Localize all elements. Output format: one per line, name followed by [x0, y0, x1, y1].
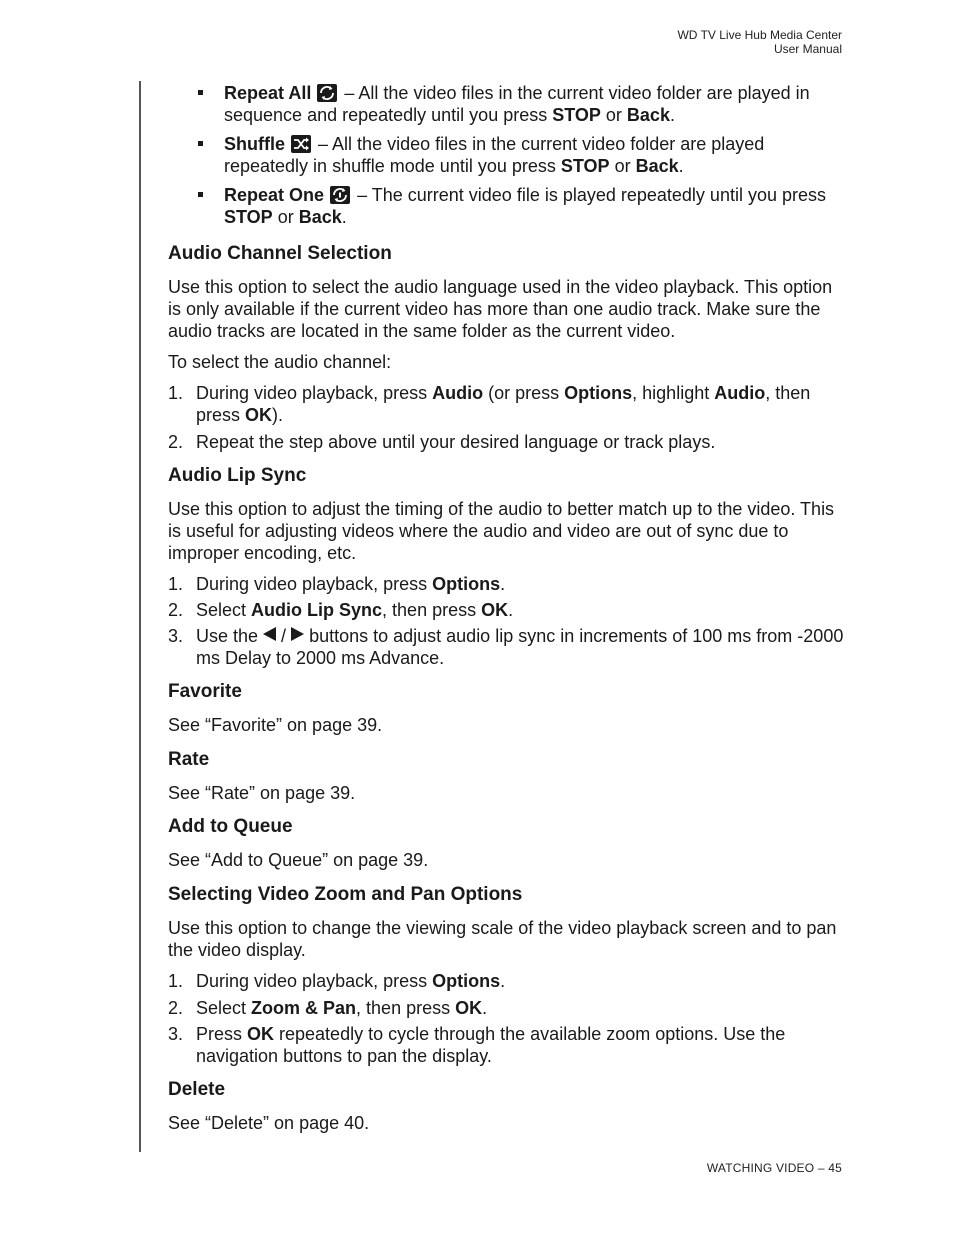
heading-lip-sync: Audio Lip Sync — [168, 465, 307, 486]
heading-audio-channel: Audio Channel Selection — [168, 243, 392, 264]
heading-delete: Delete — [168, 1079, 226, 1100]
list-item: 1. During video playback, press Audio (or press Options, highlight Audio, then press OK). — [168, 383, 811, 425]
heading-favorite: Favorite — [168, 681, 242, 702]
header-product: WD TV Live Hub Media Center — [677, 28, 842, 42]
ref-rate: See “Rate” on page 39. — [168, 783, 356, 803]
shuffle-icon — [291, 135, 311, 153]
steps-lip-sync — [168, 573, 844, 669]
page-content — [168, 82, 844, 1134]
list-item: 2. Select Zoom & Pan, then press OK. — [168, 998, 488, 1018]
left-margin-rule — [139, 81, 141, 1152]
para-lip-sync: Use this option to adjust the timing of the audio to better match up to the video. This is useful for adjusting videos where the audio and video are out of sync due to improper encoding, etc. — [168, 499, 835, 563]
running-footer — [707, 1161, 842, 1175]
page-number: – 45 — [817, 1161, 842, 1175]
steps-audio-channel — [168, 382, 844, 453]
list-item: Repeat All – All the video files in the current video folder are played in sequence and repeatedly until you press STOP or Back. — [168, 82, 844, 126]
repeat-mode-list — [168, 82, 844, 228]
header-doc-type: User Manual — [773, 42, 842, 56]
list-item: 2. Select Audio Lip Sync, then press OK. — [168, 600, 514, 620]
term-shuffle: Shuffle — [224, 134, 285, 154]
heading-add-to-queue: Add to Queue — [168, 816, 293, 837]
list-item: Repeat One – The current video file is played repeatedly until you press STOP or Back. — [168, 184, 844, 228]
heading-rate: Rate — [168, 749, 210, 770]
ref-add-to-queue: See “Add to Queue” on page 39. — [168, 850, 429, 870]
para-zoom-pan: Use this option to change the viewing scale of the video playback screen and to pan the video display. — [168, 918, 837, 960]
repeat-all-icon — [317, 84, 337, 102]
bullet-marker — [198, 192, 203, 197]
list-item: 3. Press OK repeatedly to cycle through the available zoom options. Use the navigation buttons to pan the display. — [168, 1024, 786, 1066]
heading-zoom-pan: Selecting Video Zoom and Pan Options — [168, 884, 523, 905]
ref-delete: See “Delete” on page 40. — [168, 1113, 370, 1133]
repeat-one-icon — [330, 186, 350, 204]
list-item: 1. During video playback, press Options. — [168, 574, 506, 594]
list-item: 3. Use the / buttons to adjust audio lip sync in increments of 100 ms from -2000 ms Delay to 2000 ms Advance. — [168, 626, 844, 668]
intro-audio-channel: To select the audio channel: — [168, 352, 392, 372]
bullet-marker — [198, 90, 203, 95]
running-header — [677, 28, 842, 56]
steps-zoom-pan — [168, 970, 844, 1067]
left-arrow-icon — [263, 627, 276, 641]
term-repeat-all: Repeat All — [224, 83, 312, 103]
para-audio-channel: Use this option to select the audio language used in the video playback. This option is only available if the current video has more than one audio track. Make sure the audio tracks are located in the same folder as the current video. — [168, 277, 833, 341]
list-item: 2. Repeat the step above until your desired language or track plays. — [168, 432, 716, 452]
footer-section: WATCHING VIDEO — [706, 1161, 815, 1175]
bullet-marker — [198, 141, 203, 146]
list-item: 1. During video playback, press Options. — [168, 971, 506, 991]
list-item: Shuffle – All the video files in the current video folder are played repeatedly in shuffle mode until you press STOP or Back. — [168, 133, 844, 177]
ref-favorite: See “Favorite” on page 39. — [168, 715, 383, 735]
term-repeat-one: Repeat One — [224, 185, 325, 205]
right-arrow-icon — [291, 627, 304, 641]
